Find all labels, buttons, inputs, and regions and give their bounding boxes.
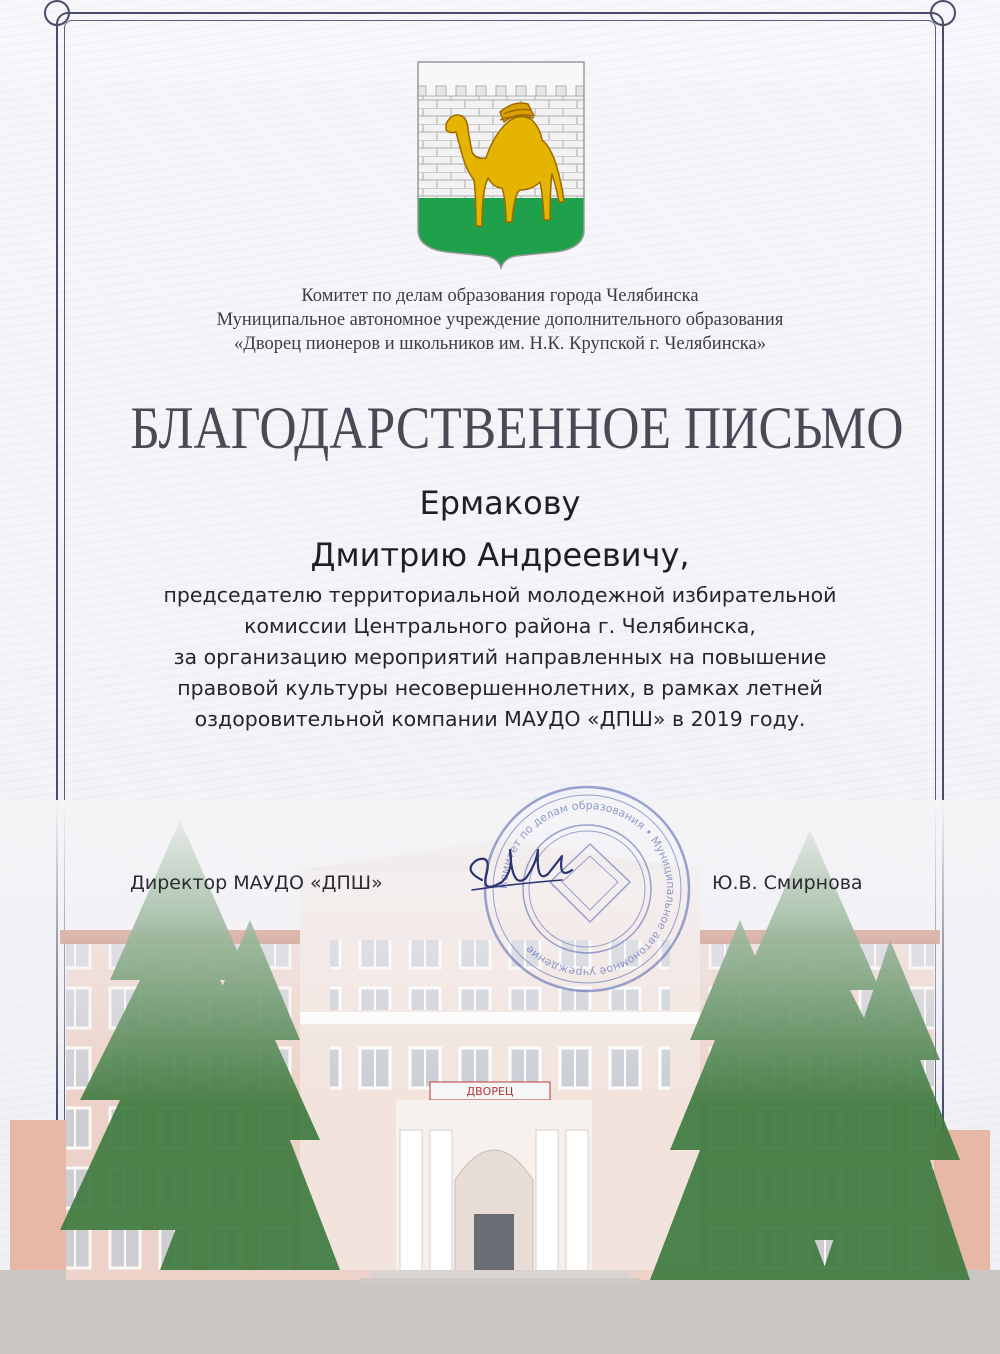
recipient-name: Дмитрию Андреевичу, <box>310 536 690 574</box>
letter-body <box>100 580 900 735</box>
body-line: оздоровительной компании МАУДО «ДПШ» в 2019 году. <box>194 707 806 731</box>
issuer-committee: Комитет по делам образования города Челябинска <box>301 286 699 306</box>
issuer-institution: Муниципальное автономное учреждение дополнительного образования <box>216 310 784 330</box>
signatory-name: Ю.В. Смирнова <box>712 872 863 894</box>
body-line: за организацию мероприятий направленных на повышение <box>173 645 827 669</box>
frame-corner-ornament <box>930 0 956 26</box>
seal-text: Комитет по делам образования • Муниципальное автономное учреждение <box>496 798 678 980</box>
body-line: председателю территориальной молодежной избирательной <box>163 583 837 607</box>
issuer-header <box>100 284 900 356</box>
body-line: правовой культуры несовершеннолетних, в рамках летней <box>177 676 823 700</box>
document-title: БЛАГОДАРСТВЕННОЕ ПИСЬМО <box>130 395 904 461</box>
recipient-surname: Ермакову <box>419 484 581 522</box>
issuer-palace: «Дворец пионеров и школьников им. Н.К. Крупской г. Челябинска» <box>234 334 766 354</box>
handwritten-signature-icon <box>452 820 582 910</box>
body-line: комиссии Центрального района г. Челябинска, <box>244 614 756 638</box>
chelyabinsk-coat-of-arms-icon <box>416 60 586 270</box>
frame-corner-ornament <box>44 0 70 26</box>
signatory-position: Директор МАУДО «ДПШ» <box>130 872 383 894</box>
